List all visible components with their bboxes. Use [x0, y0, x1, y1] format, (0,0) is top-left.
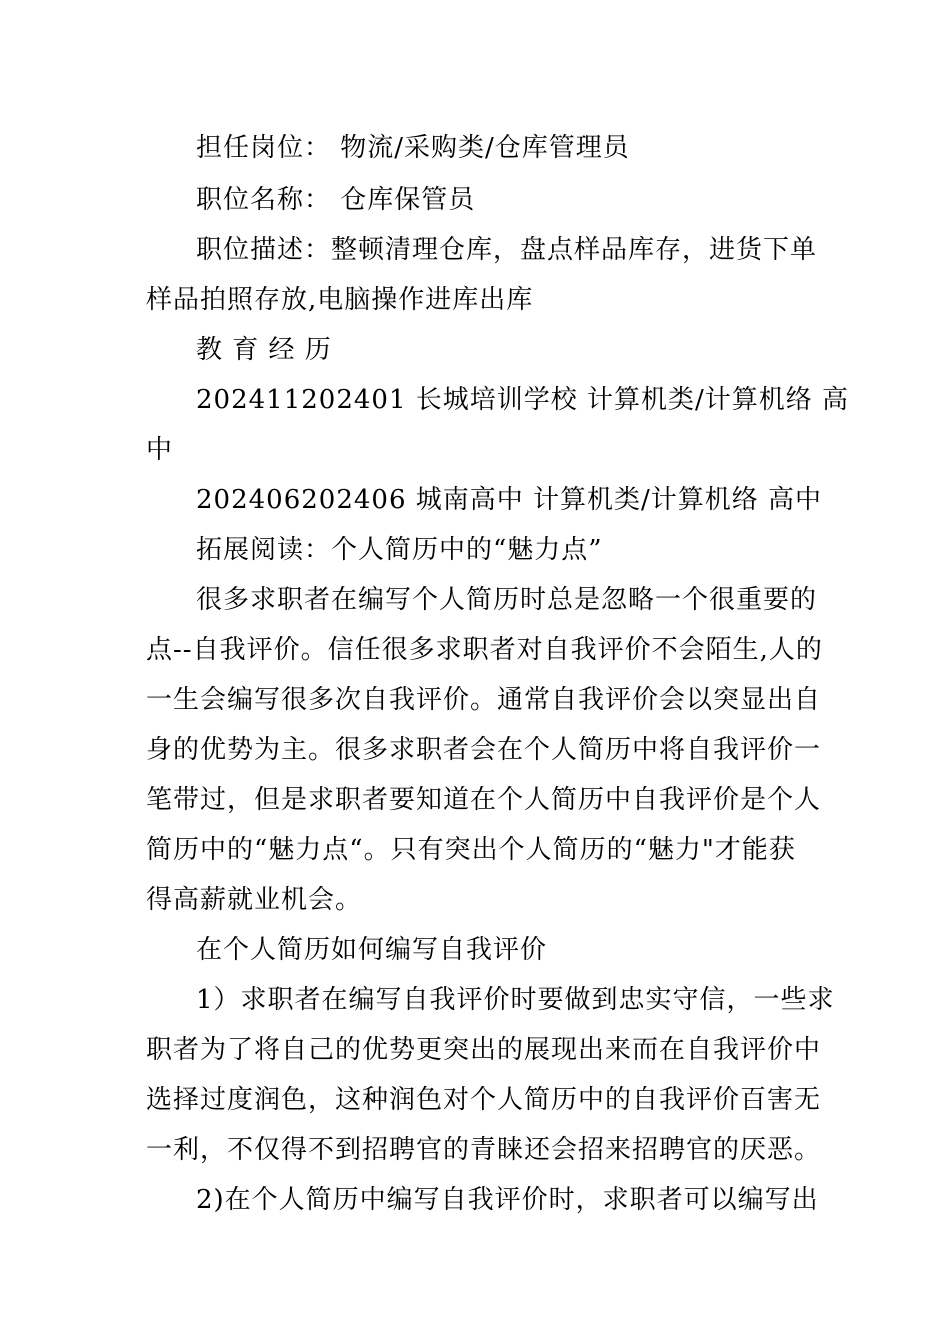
- paragraph-line: 2)在个人简历中编写自我评价时，求职者可以编写出: [196, 1185, 819, 1215]
- paragraph-line: 选择过度润色，这种润色对个人简历中的自我评价百害无: [146, 1085, 822, 1115]
- job-title-line: 职位名称： 仓库保管员: [196, 185, 476, 215]
- education-entry-2: 202406202406 城南高中 计算机类/计算机络 高中: [196, 485, 823, 515]
- paragraph-line: 一利，不仅得不到招聘官的青睐还会招来招聘官的厌恶。: [146, 1135, 822, 1165]
- paragraph-line: 笔带过，但是求职者要知道在个人简历中自我评价是个人: [146, 785, 822, 815]
- job-description-line: 职位描述：整顿清理仓库，盘点样品库存，进货下单: [196, 235, 818, 265]
- section-heading: 在个人简历如何编写自我评价: [196, 935, 548, 965]
- paragraph-line: 很多求职者在编写个人简历时总是忽略一个很重要的: [196, 585, 818, 615]
- paragraph-line: 得高薪就业机会。: [146, 885, 363, 915]
- education-heading: 教 育 经 历: [196, 335, 332, 365]
- paragraph-line: 1）求职者在编写自我评价时要做到忠实守信，一些求: [196, 985, 835, 1015]
- paragraph-line: 职者为了将自己的优势更突出的展现出来而在自我评价中: [146, 1035, 822, 1065]
- paragraph-line: 简历中的“魅力点“。只有突出个人简历的“魅力"才能获: [146, 835, 796, 865]
- paragraph-line: 点--自我评价。信任很多求职者对自我评价不会陌生,人的: [146, 635, 823, 665]
- position-held-line: 担任岗位： 物流/采购类/仓库管理员: [196, 133, 630, 163]
- job-description-continuation: 样品拍照存放,电脑操作进库出库: [146, 285, 534, 315]
- education-entry-1-continuation: 中: [146, 435, 174, 465]
- education-entry-1: 202411202401 长城培训学校 计算机类/计算机络 高: [196, 385, 850, 415]
- paragraph-line: 一生会编写很多次自我评价。通常自我评价会以突显出自: [146, 685, 822, 715]
- extended-reading-heading: 拓展阅读：个人简历中的“魅力点”: [196, 535, 603, 565]
- paragraph-line: 身的优势为主。很多求职者会在个人简历中将自我评价一: [146, 735, 822, 765]
